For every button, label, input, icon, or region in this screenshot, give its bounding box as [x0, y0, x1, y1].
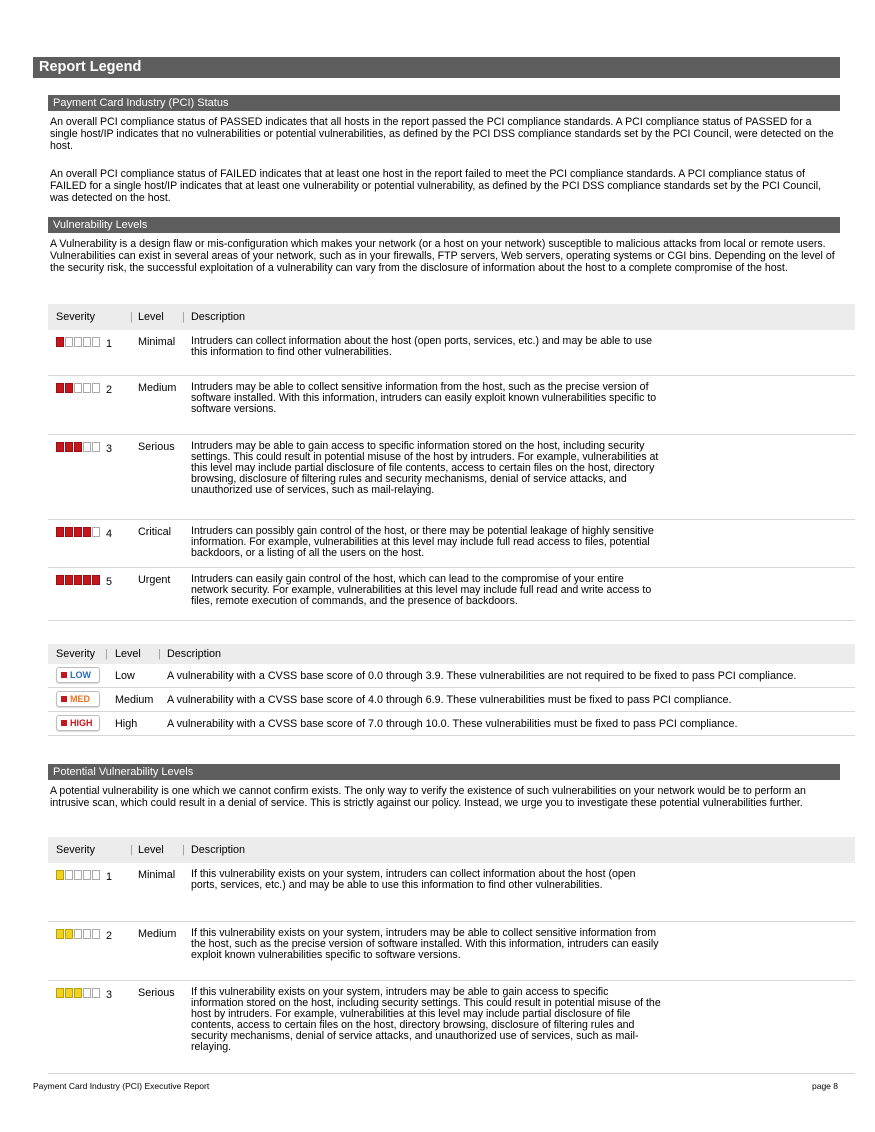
severity-bar-filled [56, 870, 64, 880]
severity-meter-icon [56, 383, 100, 393]
severity-bar-filled [74, 527, 82, 537]
level-column-header: Level [138, 844, 164, 856]
column-separator: | [130, 311, 133, 323]
column-separator: | [182, 844, 185, 856]
severity-level: Low [115, 670, 135, 682]
table-row [48, 330, 855, 376]
severity-bar-empty [83, 383, 91, 393]
table-row [48, 688, 855, 712]
severity-number: 3 [106, 443, 113, 455]
description-column-header: Description [191, 311, 246, 323]
severity-level: High [115, 718, 138, 730]
severity-description: If this vulnerability exists on your system, intruders may be able to gain access to specific information stored on the host, including security settings. This could result in potential misuse of the host by intruders. For example, vulnerabilities at this level may include partial disclosure of file contents, access to certain files on the host, directory browsing, disclosure of filtering rules and security mechanisms, denial of service attacks, and unauthorized use of services, such as mail-relaying. [191, 986, 661, 1053]
table-row [48, 712, 855, 736]
severity-bar-filled [65, 383, 73, 393]
severity-description: Intruders can possibly gain control of the host, or there may be potential leakage of highly sensitive information. For example, vulnerabilities at this level may include full read access to files, potential backdoors, or a listing of all the users on the host. [191, 525, 654, 559]
column-separator: | [105, 648, 108, 660]
severity-description: If this vulnerability exists on your system, intruders may be able to collect sensitive information from the host, such as the precise version of software installed. With this information, intruders can easily exploit known vulnerabilities specific to software versions. [191, 927, 659, 961]
severity-bar-empty [92, 870, 100, 880]
severity-bar-empty [92, 337, 100, 347]
severity-bar-empty [74, 337, 82, 347]
table-header [48, 304, 855, 330]
vulnerability-severity-table [48, 304, 855, 621]
severity-bar-empty [92, 383, 100, 393]
severity-level: Minimal [138, 869, 176, 881]
severity-column-header: Severity [56, 311, 96, 323]
severity-description: Intruders can collect information about the host (open ports, services, etc.) and may be able to use this information to find other vulnerabilities. [191, 335, 653, 358]
severity-bar-filled [56, 575, 64, 585]
severity-bar-filled [74, 575, 82, 585]
severity-meter-icon [56, 929, 100, 939]
table-row [48, 435, 855, 520]
severity-bar-filled [56, 337, 64, 347]
severity-level: Urgent [138, 574, 171, 586]
vulnerability-levels-paragraph: A Vulnerability is a design flaw or mis-configuration which makes your network (or a host on your network) susceptible to malicious attacks from local or remote users. Vulnerabilities can exist in several areas of your network, such as in your firewalls, FTP servers, Web servers, operating systems or CGI bins. Depending on the level of the security risk, the successful exploitation of a vulnerability can vary from the disclosure of information about the host to a complete compromise of the host. [50, 238, 835, 274]
table-header [48, 644, 855, 664]
severity-bar-filled [65, 442, 73, 452]
badge-label: LOW [70, 670, 91, 680]
severity-level: Serious [138, 987, 175, 999]
severity-bar-filled [56, 929, 64, 939]
pci-passed-paragraph: An overall PCI compliance status of PASSED indicates that all hosts in the report passed the PCI compliance standards. A PCI compliance status of PASSED for a single host/IP indicates that no vulnerabilities or potential vulnerabilities, as defined by the PCI DSS compliance standards set by the PCI Council, were detected on the host. [50, 116, 834, 152]
table-row [48, 922, 855, 981]
table-row [48, 863, 855, 922]
potential-severity-table [48, 837, 855, 1074]
potential-vulnerability-levels-header: Potential Vulnerability Levels [48, 764, 840, 780]
severity-bar-empty [74, 870, 82, 880]
severity-meter-icon [56, 527, 100, 537]
severity-level: Serious [138, 441, 175, 453]
severity-number: 1 [106, 338, 113, 350]
table-row [48, 520, 855, 568]
severity-number: 5 [106, 576, 113, 588]
severity-bar-empty [83, 988, 91, 998]
severity-bar-empty [65, 870, 73, 880]
severity-bar-empty [74, 383, 82, 393]
badge-square-icon [61, 696, 67, 702]
severity-bar-filled [56, 383, 64, 393]
severity-meter-icon [56, 337, 100, 347]
level-column-header: Level [115, 648, 141, 660]
severity-bar-empty [83, 337, 91, 347]
severity-bar-filled [65, 575, 73, 585]
severity-number: 2 [106, 384, 113, 396]
table-header [48, 837, 855, 863]
severity-bar-empty [83, 442, 91, 452]
report-legend-title: Report Legend [33, 57, 840, 78]
column-separator: | [182, 311, 185, 323]
severity-bar-empty [83, 929, 91, 939]
severity-bar-empty [65, 337, 73, 347]
severity-bar-filled [74, 442, 82, 452]
severity-level: Medium [115, 694, 154, 706]
footer-report-name: Payment Card Industry (PCI) Executive Report [33, 1081, 210, 1091]
severity-meter-icon [56, 988, 100, 998]
severity-bar-filled [74, 988, 82, 998]
severity-column-header: Severity [56, 648, 96, 660]
badge-label: HIGH [70, 718, 93, 728]
severity-description: A vulnerability with a CVSS base score of 0.0 through 3.9. These vulnerabilities are not required to be fixed to pass PCI compliance. [167, 670, 797, 682]
severity-bar-filled [65, 988, 73, 998]
severity-number: 4 [106, 528, 113, 540]
severity-bar-filled [56, 988, 64, 998]
cvss-severity-table [48, 644, 855, 736]
severity-number: 1 [106, 871, 113, 883]
table-row [48, 664, 855, 688]
severity-bar-filled [65, 527, 73, 537]
column-separator: | [130, 844, 133, 856]
badge-square-icon [61, 672, 67, 678]
severity-description: If this vulnerability exists on your system, intruders can collect information about the host (open ports, services, etc.) and may be able to use this information to find other vulnerabilities. [191, 868, 636, 891]
severity-bar-filled [65, 929, 73, 939]
severity-bar-empty [83, 870, 91, 880]
severity-bar-empty [92, 929, 100, 939]
severity-meter-icon [56, 442, 100, 452]
vulnerability-levels-header: Vulnerability Levels [48, 217, 840, 233]
badge-square-icon [61, 720, 67, 726]
severity-number: 3 [106, 989, 113, 1001]
column-separator: | [158, 648, 161, 660]
severity-bar-empty [92, 988, 100, 998]
badge-label: MED [70, 694, 90, 704]
table-row [48, 981, 855, 1074]
description-column-header: Description [191, 844, 246, 856]
severity-bar-filled [83, 527, 91, 537]
severity-description: Intruders can easily gain control of the host, which can lead to the compromise of your entire network security. For example, vulnerabilities at this level may include full read and write access to files, remote execution of commands, and the presence of backdoors. [191, 573, 652, 607]
severity-badge [56, 715, 100, 731]
description-column-header: Description [167, 648, 222, 660]
severity-column-header: Severity [56, 844, 96, 856]
pci-status-header: Payment Card Industry (PCI) Status [48, 95, 840, 111]
severity-badge [56, 667, 100, 683]
severity-meter-icon [56, 575, 100, 585]
table-row [48, 568, 855, 621]
severity-badge [56, 691, 100, 707]
severity-description: Intruders may be able to collect sensitive information from the host, such as the precise version of software installed. With this information, intruders can easily exploit known vulnerabilities specific to software versions. [191, 381, 657, 415]
table-row [48, 376, 855, 435]
severity-level: Medium [138, 382, 177, 394]
severity-level: Minimal [138, 336, 176, 348]
severity-bar-filled [56, 527, 64, 537]
severity-bar-filled [83, 575, 91, 585]
severity-description: A vulnerability with a CVSS base score of 4.0 through 6.9. These vulnerabilities must be fixed to pass PCI compliance. [167, 694, 732, 706]
level-column-header: Level [138, 311, 164, 323]
severity-bar-empty [92, 442, 100, 452]
severity-level: Medium [138, 928, 177, 940]
severity-level: Critical [138, 526, 171, 538]
potential-vulnerability-paragraph: A potential vulnerability is one which we cannot confirm exists. The only way to verify the existence of such vulnerabilities on your network would be to perform an intrusive scan, which could result in a denial of service. This is strictly against our policy. Instead, we urge you to investigate these potential vulnerabilities further. [50, 785, 806, 809]
pci-failed-paragraph: An overall PCI compliance status of FAILED indicates that at least one host in the report failed to meet the PCI compliance standards. A PCI compliance status of FAILED for a single host/IP indicates that at least one vulnerability or potential vulnerability, as defined by the PCI DSS compliance standards set by the PCI Council, was detected on the host. [50, 168, 822, 204]
severity-meter-icon [56, 870, 100, 880]
severity-bar-filled [92, 575, 100, 585]
severity-bar-empty [74, 929, 82, 939]
severity-description: A vulnerability with a CVSS base score of 7.0 through 10.0. These vulnerabilities must be fixed to pass PCI compliance. [167, 718, 738, 730]
severity-bar-empty [92, 527, 100, 537]
severity-description: Intruders may be able to gain access to specific information stored on the host, including security settings. This could result in potential misuse of the host by intruders. For example, vulnerabilities at this level may include partial disclosure of file contents, access to certain files on the host, directory browsing, disclosure of filtering rules and security mechanisms, denial of service attacks, and unauthorized use of services, such as mail-relaying. [191, 440, 659, 496]
footer-page-number: page 8 [812, 1081, 838, 1091]
severity-bar-filled [56, 442, 64, 452]
severity-number: 2 [106, 930, 113, 942]
